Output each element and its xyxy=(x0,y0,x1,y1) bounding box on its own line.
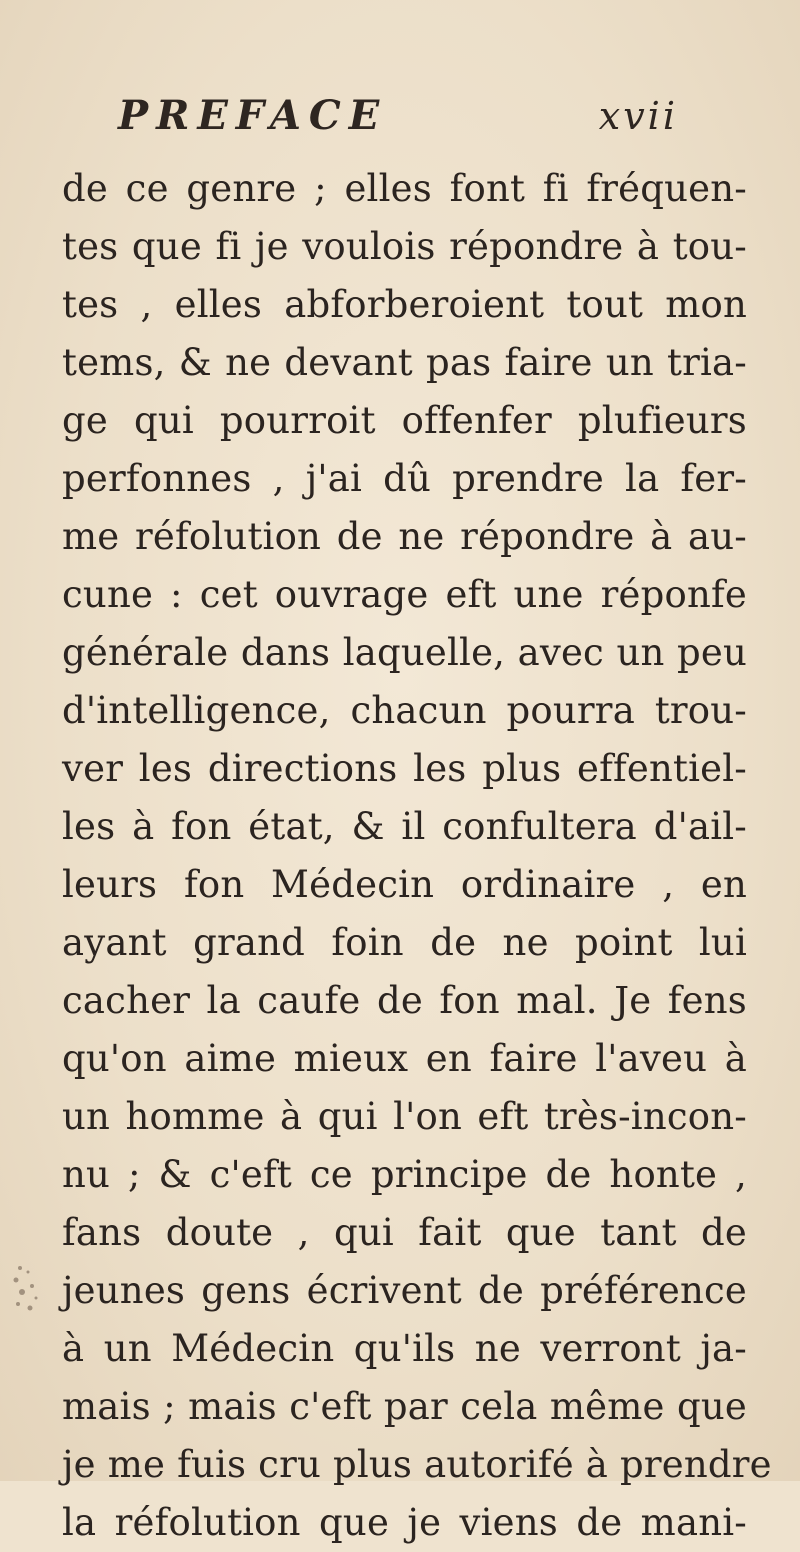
page-number: xvii xyxy=(598,94,678,138)
running-head: PREFACE xyxy=(118,92,388,139)
text-line: les à fon état, & il confultera d'ail- xyxy=(62,805,747,848)
text-line: je me fuis cru plus autorifé à prendre xyxy=(62,1443,772,1486)
text-line: cune : cet ouvrage eft une réponfe xyxy=(62,573,747,616)
text-line: leurs fon Médecin ordinaire , en xyxy=(62,863,747,906)
text-line: perfonnes , j'ai dû prendre la fer- xyxy=(62,457,747,500)
body-text xyxy=(62,160,772,1552)
text-line: générale dans laquelle, avec un peu xyxy=(62,631,747,674)
text-line: un homme à qui l'on eft très-incon- xyxy=(62,1095,747,1138)
text-line: tems, & ne devant pas faire un tria- xyxy=(62,341,747,384)
text-line: tes que fi je voulois répondre à tou- xyxy=(62,225,747,268)
ink-blot-decoration xyxy=(8,1258,48,1318)
text-line: qu'on aime mieux en faire l'aveu à xyxy=(62,1037,747,1080)
page-header xyxy=(118,92,678,152)
text-line: mais ; mais c'eft par cela même que xyxy=(62,1385,747,1428)
text-line: jeunes gens écrivent de préférence xyxy=(62,1269,747,1312)
text-line: cacher la caufe de fon mal. Je fens xyxy=(62,979,747,1022)
text-line: ayant grand foin de ne point lui xyxy=(62,921,747,964)
text-line: fans doute , qui fait que tant de xyxy=(62,1211,747,1254)
text-line: d'intelligence, chacun pourra trou- xyxy=(62,689,747,732)
text-line: de ce genre ; elles font fi fréquen- xyxy=(62,167,747,210)
text-line: à un Médecin qu'ils ne verront ja- xyxy=(62,1327,747,1370)
text-line: ge qui pourroit offenfer plufieurs xyxy=(62,399,747,442)
text-line: la réfolution que je viens de mani- xyxy=(62,1501,747,1544)
text-line: ver les directions les plus effentiel- xyxy=(62,747,747,790)
text-line: me réfolution de ne répondre à au- xyxy=(62,515,747,558)
text-line: tes , elles abforberoient tout mon xyxy=(62,283,747,326)
text-line: nu ; & c'eft ce principe de honte , xyxy=(62,1153,747,1196)
